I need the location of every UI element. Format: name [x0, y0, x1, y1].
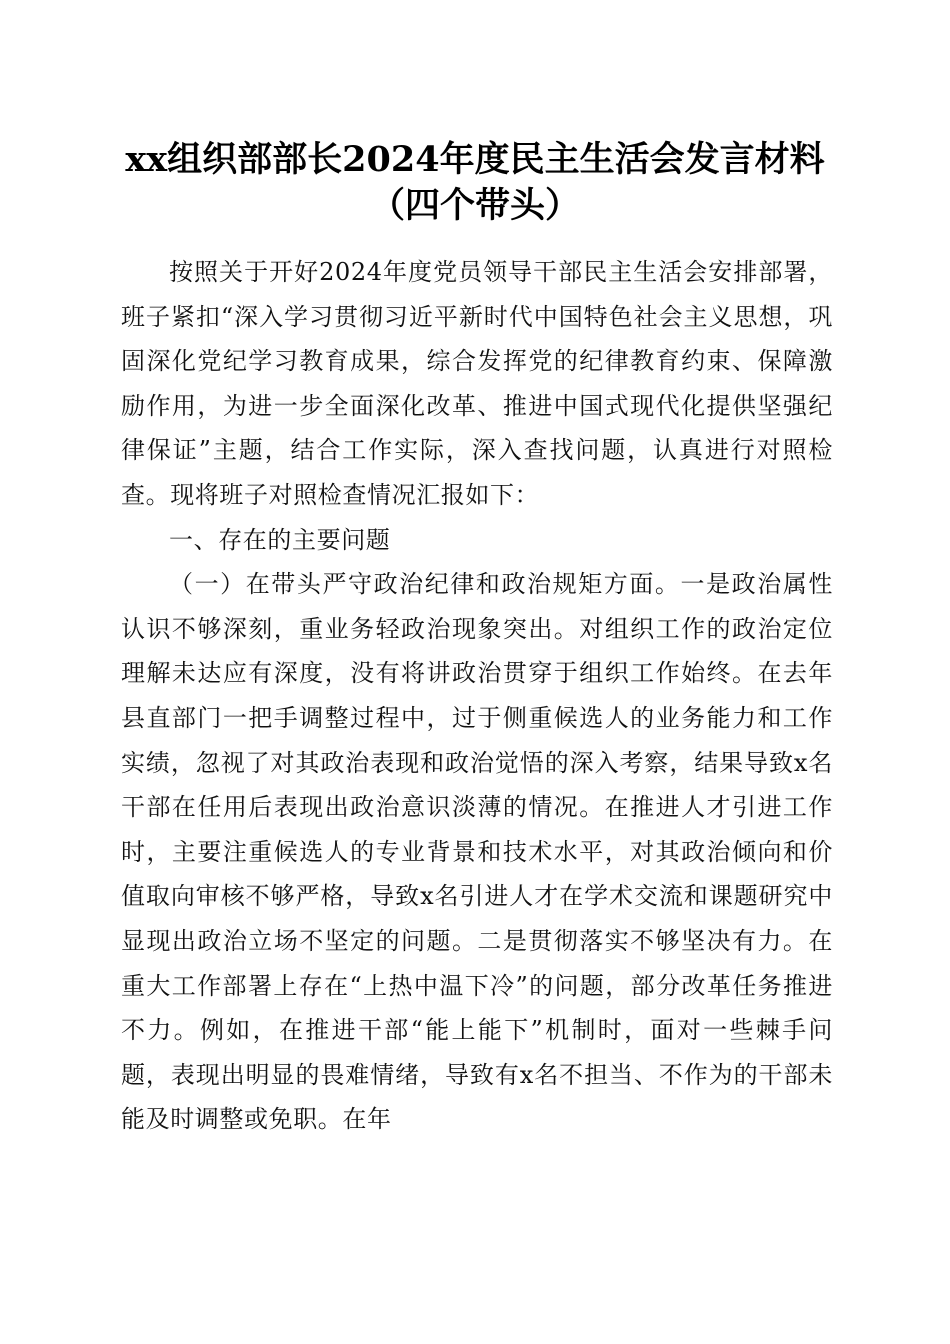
- document-subtitle: （四个带头）: [369, 185, 580, 226]
- section-heading: 一、存在的主要问题: [169, 525, 391, 554]
- document-title: xx组织部部长2024年度民主生活会发言材料: [125, 139, 825, 180]
- document-body: [121, 250, 833, 1142]
- intro-paragraph: 按照关于开好2024年度党员领导干部民主生活会安排部署，班子紧扣“深入学习贯彻习近平新时代中国特色社会主义思想，巩固深化党纪学习教育成果，综合发挥党的纪律教育约束、保障激励作用，为进一步全面深化改革、推进中国式现代化提供坚强纪律保证”主题，结合工作实际，深入查找问题，认真进行对照检查。现将班子对照检查情况汇报如下：: [121, 258, 833, 509]
- body-paragraph: （一）在带头严守政治纪律和政治规矩方面。一是政治属性认识不够深刻，重业务轻政治现象突出。对组织工作的政治定位理解未达应有深度，没有将讲政治贯穿于组织工作始终。在去年县直部门一把手调整过程中，过于侧重候选人的业务能力和工作实绩，忽视了对其政治表现和政治觉悟的深入考察，结果导致x名干部在任用后表现出政治意识淡薄的情况。在推进人才引进工作时，主要注重候选人的专业背景和技术水平，对其政治倾向和价值取向审核不够严格，导致x名引进人才在学术交流和课题研究中显现出政治立场不坚定的问题。二是贯彻落实不够坚决有力。在重大工作部署上存在“上热中温下冷”的问题，部分改革任务推进不力。例如，在推进干部“能上能下”机制时，面对一些棘手问题，表现出明显的畏难情绪，导致有x名不担当、不作为的干部未能及时调整或免职。在年: [121, 570, 833, 1134]
